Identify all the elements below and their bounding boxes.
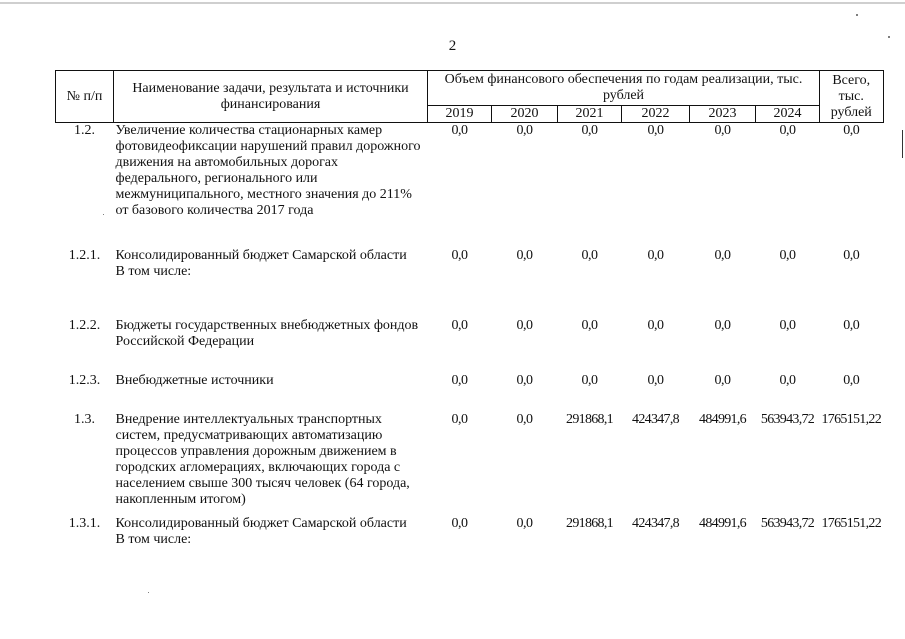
budget-table (55, 70, 884, 570)
row-value: 0,0 (451, 372, 468, 388)
row-name-text: Бюджеты государственных внебюджетных фондов Российской Федерации (115, 317, 419, 349)
row-value: 563943,72 (760, 515, 815, 531)
row-value: 424347,8 (632, 411, 679, 427)
row-value: 0,0 (714, 247, 731, 263)
row-value: 0,0 (516, 515, 533, 531)
row-value: 0,0 (516, 317, 533, 333)
row-value: 0,0 (451, 123, 468, 138)
row-value: 0,0 (714, 317, 731, 333)
row-name (114, 516, 428, 570)
row-total: 0,0 (843, 317, 860, 333)
row-value: 0,0 (451, 515, 468, 531)
header-num: № п/п (56, 71, 114, 123)
row-name (114, 412, 428, 516)
row-value: 484991,6 (699, 515, 746, 531)
header-year: 2021 (558, 106, 622, 123)
row-note: В том числе: (115, 263, 192, 279)
table-row (56, 248, 884, 318)
table-row (56, 373, 884, 412)
row-value: 0,0 (779, 123, 796, 138)
row-value: 0,0 (647, 247, 664, 263)
header-total: Всего, тыс. рублей (820, 71, 884, 123)
scan-speck (856, 14, 858, 16)
row-value: 291868,1 (566, 515, 613, 531)
header-name: Наименование задачи, результата и источники финансирования (114, 71, 428, 123)
row-value: 0,0 (779, 247, 796, 263)
row-note: В том числе: (115, 531, 192, 547)
header-year: 2023 (690, 106, 756, 123)
table-row (56, 318, 884, 373)
row-total: 1765151,22 (821, 515, 882, 531)
scan-edge-mark (902, 130, 903, 158)
row-name (114, 373, 428, 412)
row-value: 0,0 (581, 123, 598, 138)
row-value: 563943,72 (760, 411, 815, 427)
row-value: 0,0 (516, 123, 533, 138)
row-value: 0,0 (516, 247, 533, 263)
row-total: 0,0 (843, 247, 860, 263)
row-value: 0,0 (647, 317, 664, 333)
row-value: 0,0 (714, 123, 731, 138)
row-value: 291868,1 (566, 411, 613, 427)
scan-top-edge (0, 2, 905, 4)
row-total: 0,0 (843, 372, 860, 388)
row-name (114, 248, 428, 318)
row-total: 1765151,22 (821, 411, 882, 427)
header-year: 2024 (756, 106, 820, 123)
table-header (56, 71, 884, 123)
table-row (56, 123, 884, 248)
row-number: 1.3. (74, 411, 95, 427)
row-number: 1.2.2. (68, 317, 101, 333)
row-value: 0,0 (451, 411, 468, 427)
row-value: 0,0 (581, 247, 598, 263)
table-body (56, 123, 884, 570)
row-value: 0,0 (779, 317, 796, 333)
header-year: 2020 (492, 106, 558, 123)
row-value: 0,0 (581, 317, 598, 333)
table-row (56, 516, 884, 570)
row-total: 0,0 (843, 123, 860, 138)
row-value: 0,0 (647, 372, 664, 388)
row-number: 1.3.1. (68, 515, 101, 531)
header-year: 2022 (622, 106, 690, 123)
row-value: 0,0 (516, 372, 533, 388)
row-value: 0,0 (647, 123, 664, 138)
row-value: 484991,6 (699, 411, 746, 427)
row-name (114, 123, 428, 248)
header-funding: Объем финансового обеспечения по годам реализации, тыс. рублей (428, 71, 820, 106)
row-value: 0,0 (779, 372, 796, 388)
row-value: 0,0 (451, 317, 468, 333)
row-name-text: Консолидированный бюджет Самарской области (115, 247, 407, 263)
row-number: 1.2. (74, 123, 95, 138)
row-name-text: Увеличение количества стационарных камер фотовидеофиксации нарушений правил дорожного движения на автомобильных дорогах федерального, регионального или межмуниципального, местного значения до 211% от базового количества 2017 года (115, 123, 421, 218)
row-number: 1.2.1. (68, 247, 101, 263)
scan-speck (148, 592, 149, 593)
row-value: 424347,8 (632, 515, 679, 531)
header-year: 2019 (428, 106, 492, 123)
row-value: 0,0 (581, 372, 598, 388)
row-name-text: Внебюджетные источники (115, 372, 274, 388)
row-name-text: Внедрение интеллектуальных транспортных систем, предусматривающих автоматизацию процессов управления дорожным движением в городских агломерациях, включающих города с населением свыше 300 тысяч человек (64 города, накопленным итогом) (115, 411, 410, 507)
row-number: 1.2.3. (68, 372, 101, 388)
row-value: 0,0 (516, 411, 533, 427)
table-row (56, 412, 884, 516)
page-number: 2 (448, 38, 457, 54)
row-name (114, 318, 428, 373)
row-value: 0,0 (451, 247, 468, 263)
row-value: 0,0 (714, 372, 731, 388)
row-name-text: Консолидированный бюджет Самарской области (115, 515, 407, 531)
